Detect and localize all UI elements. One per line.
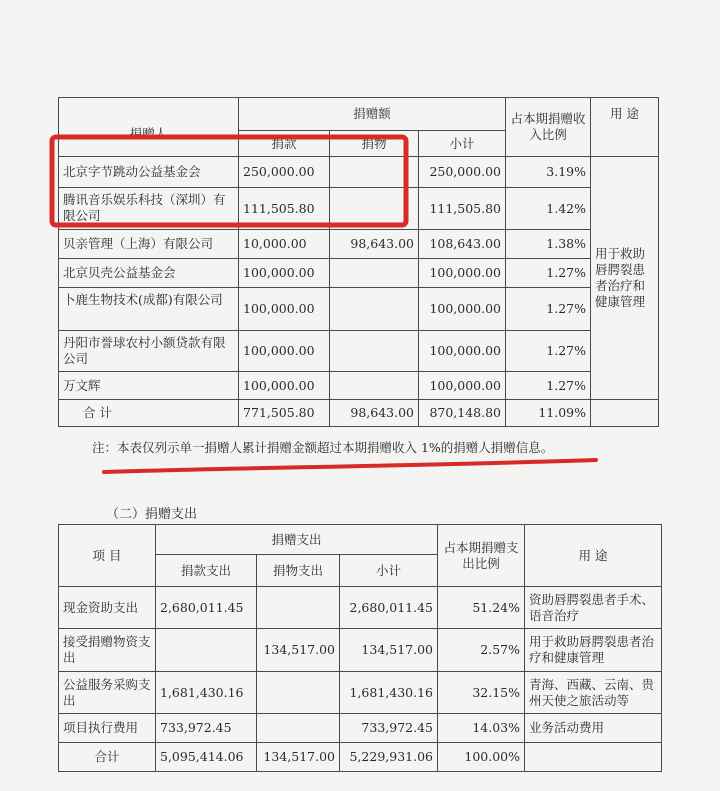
total-ratio: 100.00% [438, 743, 525, 772]
total-goods: 98,643.00 [330, 400, 419, 427]
donor-name: 北京贝壳公益基金会 [59, 259, 239, 288]
subtotal-value: 733,972.45 [340, 714, 438, 743]
table-row [59, 188, 659, 230]
donor-name: 万文辉 [59, 372, 239, 400]
header-goods: 捐物 [330, 131, 419, 157]
total-row [59, 400, 659, 427]
table-row [59, 230, 659, 259]
donor-name: 腾讯音乐娱乐科技（深圳）有限公司 [59, 188, 239, 230]
ratio-value: 51.24% [438, 587, 525, 629]
header-ratio: 占本期捐赠支出比例 [438, 525, 525, 587]
header-subtotal: 小计 [340, 555, 438, 587]
cash-value [156, 629, 257, 672]
subtotal-value: 100,000.00 [419, 372, 506, 400]
goods-value [330, 188, 419, 230]
cash-value: 100,000.00 [239, 259, 330, 288]
cash-value: 250,000.00 [239, 157, 330, 188]
table-row [59, 331, 659, 372]
item-name: 项目执行费用 [59, 714, 156, 743]
donor-table [58, 97, 659, 427]
subtotal-value: 134,517.00 [340, 629, 438, 672]
total-use [525, 743, 662, 772]
header-use: 用 途 [525, 525, 662, 587]
table-row [59, 714, 662, 743]
ratio-value: 1.42% [506, 188, 591, 230]
table-row [59, 157, 659, 188]
item-name: 公益服务采购支出 [59, 672, 156, 714]
table-row [59, 587, 662, 629]
ratio-value: 1.27% [506, 288, 591, 331]
donor-name: 卜鹿生物技术(成都)有限公司 [59, 288, 239, 331]
total-ratio: 11.09% [506, 400, 591, 427]
item-name: 现金资助支出 [59, 587, 156, 629]
table-footnote: 注：本表仅列示单一捐赠人累计捐赠金额超过本期捐赠收入 1%的捐赠人捐赠信息。 [92, 440, 554, 455]
subtotal-value: 100,000.00 [419, 288, 506, 331]
total-cash: 771,505.80 [239, 400, 330, 427]
use-value: 业务活动费用 [525, 714, 662, 743]
use-value: 资助唇腭裂患者手术、语音治疗 [525, 587, 662, 629]
table-row [59, 629, 662, 672]
cash-value: 100,000.00 [239, 331, 330, 372]
table-row [59, 672, 662, 714]
table-row [59, 372, 659, 400]
header-expense: 捐赠支出 [156, 525, 438, 555]
annotation-underline [104, 460, 596, 472]
expense-table [58, 524, 662, 772]
header-cash: 捐款支出 [156, 555, 257, 587]
header-ratio: 占本期捐赠收入比例 [506, 98, 591, 157]
subtotal-value: 250,000.00 [419, 157, 506, 188]
header-donor: 捐赠人 [59, 98, 239, 157]
total-label: 合计 [59, 743, 156, 772]
goods-value [330, 372, 419, 400]
goods-value [257, 587, 340, 629]
subtotal-value: 108,643.00 [419, 230, 506, 259]
use-description: 用于救助唇腭裂患者治疗和健康管理 [591, 157, 659, 400]
ratio-value: 1.38% [506, 230, 591, 259]
cash-value: 733,972.45 [156, 714, 257, 743]
subtotal-value: 100,000.00 [419, 331, 506, 372]
goods-value [330, 259, 419, 288]
table-row [59, 288, 659, 331]
header-use: 用 途 [591, 98, 659, 157]
subtotal-value: 111,505.80 [419, 188, 506, 230]
donor-name: 丹阳市誉球农村小额贷款有限公司 [59, 331, 239, 372]
total-subtotal: 870,148.80 [419, 400, 506, 427]
subtotal-value: 2,680,011.45 [340, 587, 438, 629]
ratio-value: 1.27% [506, 372, 591, 400]
total-cash: 5,095,414.06 [156, 743, 257, 772]
use-value: 用于救助唇腭裂患者治疗和健康管理 [525, 629, 662, 672]
ratio-value: 32.15% [438, 672, 525, 714]
goods-value [330, 331, 419, 372]
ratio-value: 3.19% [506, 157, 591, 188]
goods-value [330, 157, 419, 188]
ratio-value: 14.03% [438, 714, 525, 743]
goods-value: 134,517.00 [257, 629, 340, 672]
header-cash: 捐款 [239, 131, 330, 157]
cash-value: 10,000.00 [239, 230, 330, 259]
total-goods: 134,517.00 [257, 743, 340, 772]
use-value: 青海、西藏、云南、贵州天使之旅活动等 [525, 672, 662, 714]
section-title: （二）捐赠支出 [106, 507, 198, 522]
total-label: 合 计 [59, 400, 239, 427]
goods-value [330, 288, 419, 331]
cash-value: 1,681,430.16 [156, 672, 257, 714]
header-goods: 捐物支出 [257, 555, 340, 587]
ratio-value: 2.57% [438, 629, 525, 672]
cash-value: 111,505.80 [239, 188, 330, 230]
table-row [59, 259, 659, 288]
total-row [59, 743, 662, 772]
ratio-value: 1.27% [506, 331, 591, 372]
cash-value: 100,000.00 [239, 288, 330, 331]
subtotal-value: 1,681,430.16 [340, 672, 438, 714]
goods-value [257, 714, 340, 743]
header-amount: 捐赠额 [239, 98, 506, 131]
total-subtotal: 5,229,931.06 [340, 743, 438, 772]
donor-name: 贝亲管理（上海）有限公司 [59, 230, 239, 259]
header-item: 项 目 [59, 525, 156, 587]
goods-value: 98,643.00 [330, 230, 419, 259]
cash-value: 2,680,011.45 [156, 587, 257, 629]
cash-value: 100,000.00 [239, 372, 330, 400]
subtotal-value: 100,000.00 [419, 259, 506, 288]
donor-name: 北京字节跳动公益基金会 [59, 157, 239, 188]
item-name: 接受捐赠物资支出 [59, 629, 156, 672]
goods-value [257, 672, 340, 714]
ratio-value: 1.27% [506, 259, 591, 288]
header-subtotal: 小计 [419, 131, 506, 157]
